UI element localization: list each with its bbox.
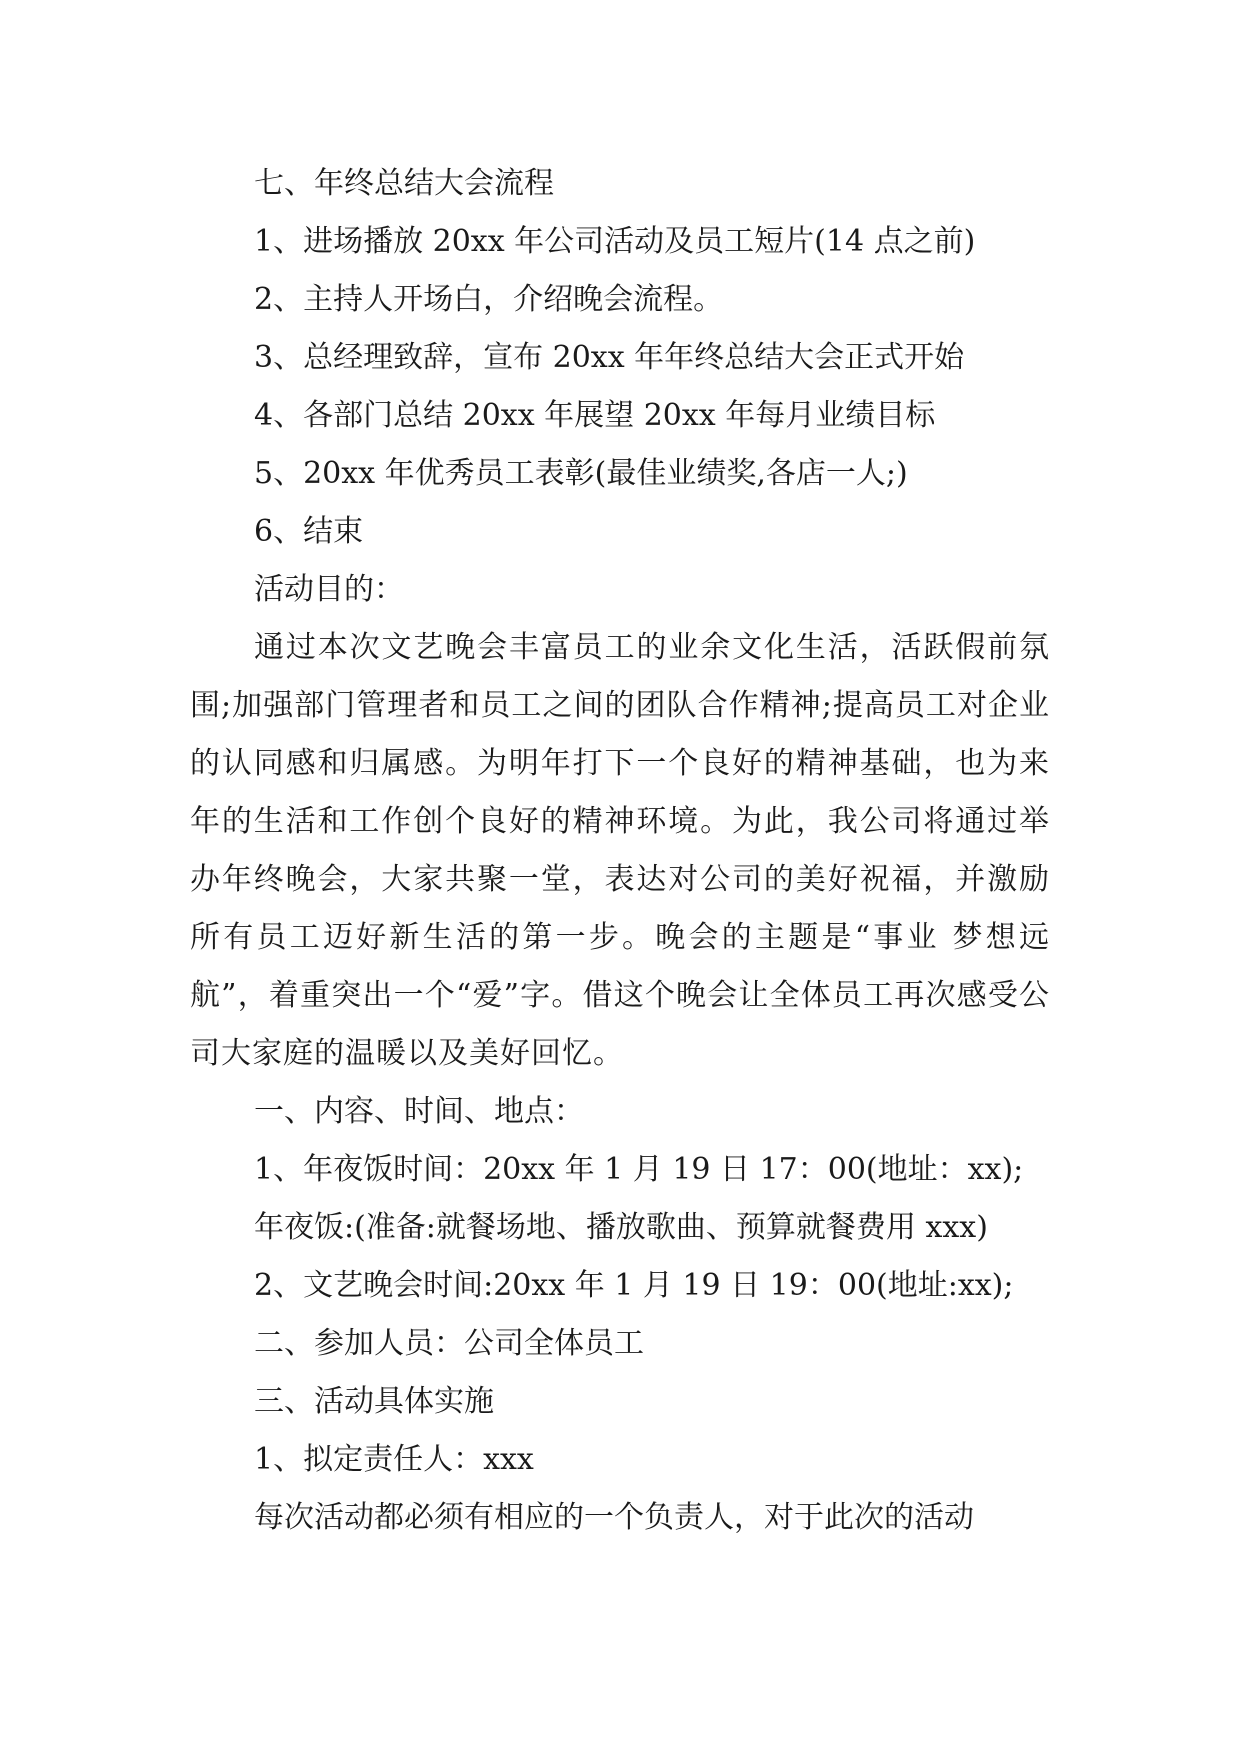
dinner-preparation-line: 年夜饭:(准备:就餐场地、播放歌曲、预算就餐费用 xxx) [254,1210,988,1245]
dinner-time-line: 1、年夜饭时间：20xx 年 1 月 19 日 17：00(地址：xx); [254,1152,1024,1187]
process-step-3: 3、总经理致辞，宣布 20xx 年年终总结大会正式开始 [254,340,965,375]
process-step-5: 5、20xx 年优秀员工表彰(最佳业绩奖,各店一人;) [254,456,908,491]
section-heading-content-time-place: 一、内容、时间、地点： [254,1094,584,1129]
responsible-person-line: 1、拟定责任人：xxx [254,1442,534,1477]
process-step-1: 1、进场播放 20xx 年公司活动及员工短片(14 点之前) [254,224,976,259]
section-heading-process: 七、年终总结大会流程 [254,166,554,201]
purpose-heading: 活动目的： [254,572,404,607]
process-step-6: 6、结束 [254,514,364,549]
process-step-4: 4、各部门总结 20xx 年展望 20xx 年每月业绩目标 [254,398,936,433]
purpose-paragraph: 通过本次文艺晚会丰富员工的业余文化生活，活跃假前氛围;加强部门管理者和员工之间的团队合作精神;提高员工对企业的认同感和归属感。为明年打下一个良好的精神基础，也为来年的生活和工作创个良好的精神环境。为此，我公司将通过举办年终晚会，大家共聚一堂，表达对公司的美好祝福，并激励所有员工迈好新生活的第一步。晚会的主题是“事业 梦想远航”，着重突出一个“爱”字。借这个晚会让全体员工再次感受公司大家庭的温暖以及美好回忆。 [190,630,1050,1071]
section-heading-implementation: 三、活动具体实施 [254,1384,494,1419]
responsibility-text-line: 每次活动都必须有相应的一个负责人，对于此次的活动 [254,1500,974,1535]
process-step-2: 2、主持人开场白，介绍晚会流程。 [254,282,724,317]
gala-time-line: 2、文艺晚会时间:20xx 年 1 月 19 日 19：00(地址:xx); [254,1268,1014,1303]
document-body [190,155,1050,1547]
participants-line: 二、参加人员：公司全体员工 [254,1326,644,1361]
